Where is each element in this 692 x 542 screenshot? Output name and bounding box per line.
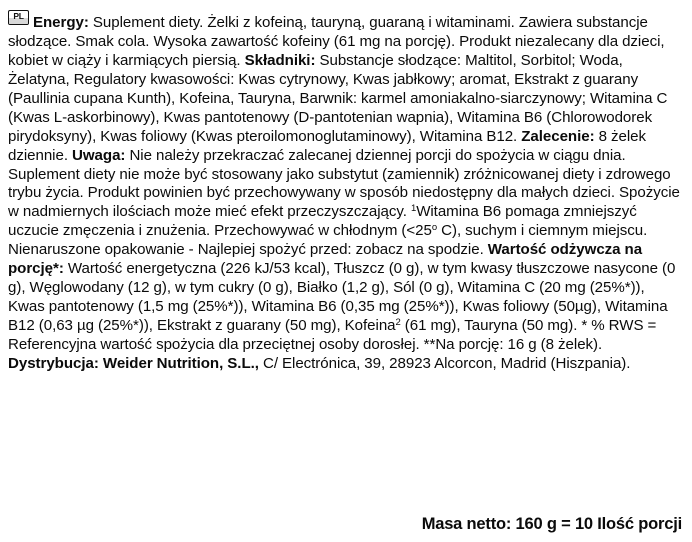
- flag-country-code: PL: [13, 11, 24, 21]
- label-heading-run: Składniki:: [244, 51, 316, 69]
- label-text-run: Substancje słodzące: Maltitol, Sorbitol; Woda, Żelatyna, Regulatory kwasowości: Kwas cytrynowy, Kwas jabłkowy; aromat, Ekstrakt z guarany (Paullinia cupana Kunth), Kofeina, Tauryna, Barwnik: karmel amoniakalno-siarczynowy; Witamina C (Kwas L-askorbinowy), Kwas pantotenowy (D-pantotenian wapnia), Witamina B6 (Chlorowodorek pirydoksyny), Kwas foliowy (Kwas pteroilomonoglutaminowy), Witamina B12.: [8, 51, 668, 145]
- net-weight-text: Masa netto: 160 g = 10 Ilość porcji: [421, 515, 682, 533]
- label-text-run: Nie należy przekraczać zalecanej dziennej porcji do spożycia w ciągu dnia. Suplement diety nie może być stosowany jako substytut (zamiennik) zróżnicowanej diety i zdrowego trybu życia. Produkt powinien być przechowywany w sposób niedostępny dla małych dzieci. Spożycie w nadmiernych ilościach może mieć efekt przeczyszczający.: [8, 146, 680, 221]
- footnote-marker: 2: [395, 317, 401, 328]
- label-heading-run: Wartość odżywcza na porcję*:: [8, 241, 643, 278]
- label-text-run: Suplement diety. Żelki z kofeiną, tauryną, guaraną i witaminami. Zawiera substancje słodzące. Smak cola. Wysoka zawartość kofeiny (61 mg na porcję). Produkt niezalecany dla dzieci, kobiet w ciąży i karmiących piersią.: [8, 14, 665, 69]
- label-text-run: (61 mg), Tauryna (50 mg). * % RWS = Referencyjna wartość spożycia dla przeciętnej osoby dorosłej. **Na porcję: 16 g (8 żelek).: [8, 317, 657, 353]
- label-heading-run: Dystrybucja:: [8, 354, 99, 372]
- label-heading-run: Weider Nutrition, S.L.,: [102, 354, 259, 372]
- label-text-run: C), suchym i ciemnym miejscu. Nienaruszone opakowanie - Najlepiej spożyć przed: zobacz na spodzie.: [8, 222, 648, 259]
- label-text-run: C/ Electrónica, 39, 28923 Alcorcon, Madrid (Hiszpania).: [258, 354, 631, 372]
- label-heading-run: Uwaga:: [72, 146, 126, 164]
- label-text-run: 8 żelek dziennie.: [8, 127, 646, 164]
- polish-language-flag-icon: [8, 10, 29, 25]
- footnote-marker: o: [431, 222, 438, 234]
- label-text-run: Wartość energetyczna (226 kJ/53 kcal), Tłuszcz (0 g), w tym kwasy tłuszczowe nasycone (0 g), Węglowodany (12 g), w tym cukry (0 g), Białko (1,2 g), Sól (0 g), Witamina C (20 mg (25%*)), Kwas pantotenowy (1,5 mg (25%*)), Witamina B6 (0,35 mg (25%*)), Kwas foliowy (50µg), Witamina B12 (0,63 µg (25%*)), Ekstrakt z guarany (50 mg), Kofeina: [8, 260, 676, 334]
- footnote-marker: 1: [410, 203, 417, 215]
- label-body-text: [8, 10, 684, 374]
- label-text-run: Witamina B6 pomaga zmniejszyć uczucie zmęczenia i znużenia. Przechowywać w chłodnym (<25: [8, 203, 637, 240]
- label-heading-run: Energy:: [33, 14, 89, 31]
- label-text-runs: [8, 14, 680, 372]
- label-heading-run: Zalecenie:: [521, 127, 595, 145]
